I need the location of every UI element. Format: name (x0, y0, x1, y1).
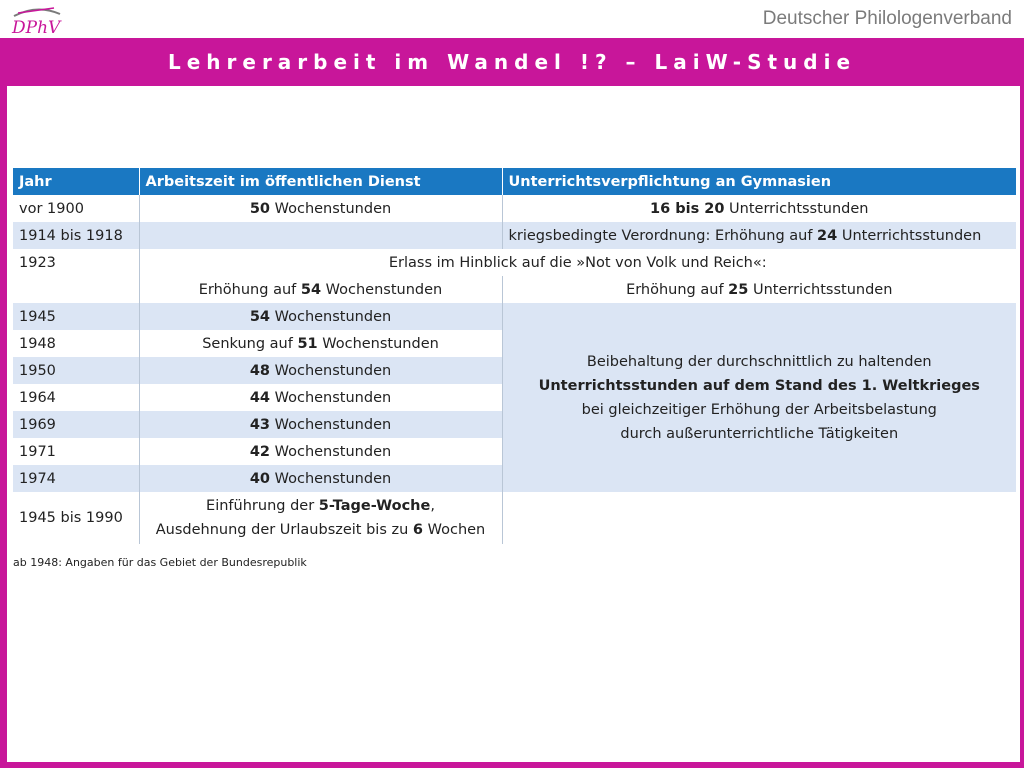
year-cell: 1914 bis 1918 (13, 222, 139, 249)
table-row (13, 303, 1016, 330)
year-cell: vor 1900 (13, 195, 139, 222)
teach-cell: 16 bis 20 Unterrichtsstunden (502, 195, 1016, 222)
year-cell: 1971 (13, 438, 139, 465)
year-cell: 1950 (13, 357, 139, 384)
work-cell: 48 Wochenstunden (139, 357, 502, 384)
table-row (13, 492, 1016, 544)
teach-cell: kriegsbedingte Verordnung: Erhöhung auf 24 Unterrichtsstunden (502, 222, 1016, 249)
decree-cell: Erlass im Hinblick auf die »Not von Volk und Reich«: (139, 249, 1016, 276)
year-cell (13, 276, 139, 303)
column-header-year: Jahr (13, 168, 139, 195)
svg-text:DPhV: DPhV (12, 18, 61, 36)
table-row (13, 222, 1016, 249)
work-cell: Einführung der 5-Tage-Woche, Ausdehnung der Urlaubszeit bis zu 6 Wochen (139, 492, 502, 544)
table-row (13, 249, 1016, 276)
work-cell: 42 Wochenstunden (139, 438, 502, 465)
org-name: Deutscher Philologenverband (762, 8, 1012, 29)
table-row (13, 276, 1016, 303)
year-cell: 1945 bis 1990 (13, 492, 139, 544)
work-cell: 43 Wochenstunden (139, 411, 502, 438)
column-header-teaching-load: Unterrichtsverpflichtung an Gymnasien (502, 168, 1016, 195)
year-cell: 1948 (13, 330, 139, 357)
year-cell: 1964 (13, 384, 139, 411)
content-area (7, 86, 1020, 762)
year-cell: 1974 (13, 465, 139, 492)
footnote: ab 1948: Angaben für das Gebiet der Bundesrepublik (13, 556, 307, 569)
work-cell: Erhöhung auf 54 Wochenstunden (139, 276, 502, 303)
work-cell (139, 222, 502, 249)
history-table (13, 168, 1016, 544)
dphv-logo (10, 4, 64, 36)
teach-cell: Erhöhung auf 25 Unterrichtsstunden (502, 276, 1016, 303)
column-header-working-time: Arbeitszeit im öffentlichen Dienst (139, 168, 502, 195)
year-cell: 1923 (13, 249, 139, 276)
year-cell: 1945 (13, 303, 139, 330)
work-cell: 44 Wochenstunden (139, 384, 502, 411)
work-cell: 50 Wochenstunden (139, 195, 502, 222)
table-row (13, 195, 1016, 222)
page-title: Lehrerarbeit im Wandel !? – LaiW-Studie (167, 50, 857, 74)
work-cell: Senkung auf 51 Wochenstunden (139, 330, 502, 357)
merged-teaching-note: Beibehaltung der durchschnittlich zu haltenden Unterrichtsstunden auf dem Stand des 1. Weltkrieges bei gleichzeitiger Erhöhung der Arbeitsbelastung durch außerunterrichtliche Tätigkeiten (502, 303, 1016, 492)
top-bar (0, 0, 1024, 38)
work-cell: 40 Wochenstunden (139, 465, 502, 492)
empty-cell (502, 492, 1016, 544)
title-banner (0, 38, 1024, 84)
table-header-row (13, 168, 1016, 195)
work-cell: 54 Wochenstunden (139, 303, 502, 330)
year-cell: 1969 (13, 411, 139, 438)
